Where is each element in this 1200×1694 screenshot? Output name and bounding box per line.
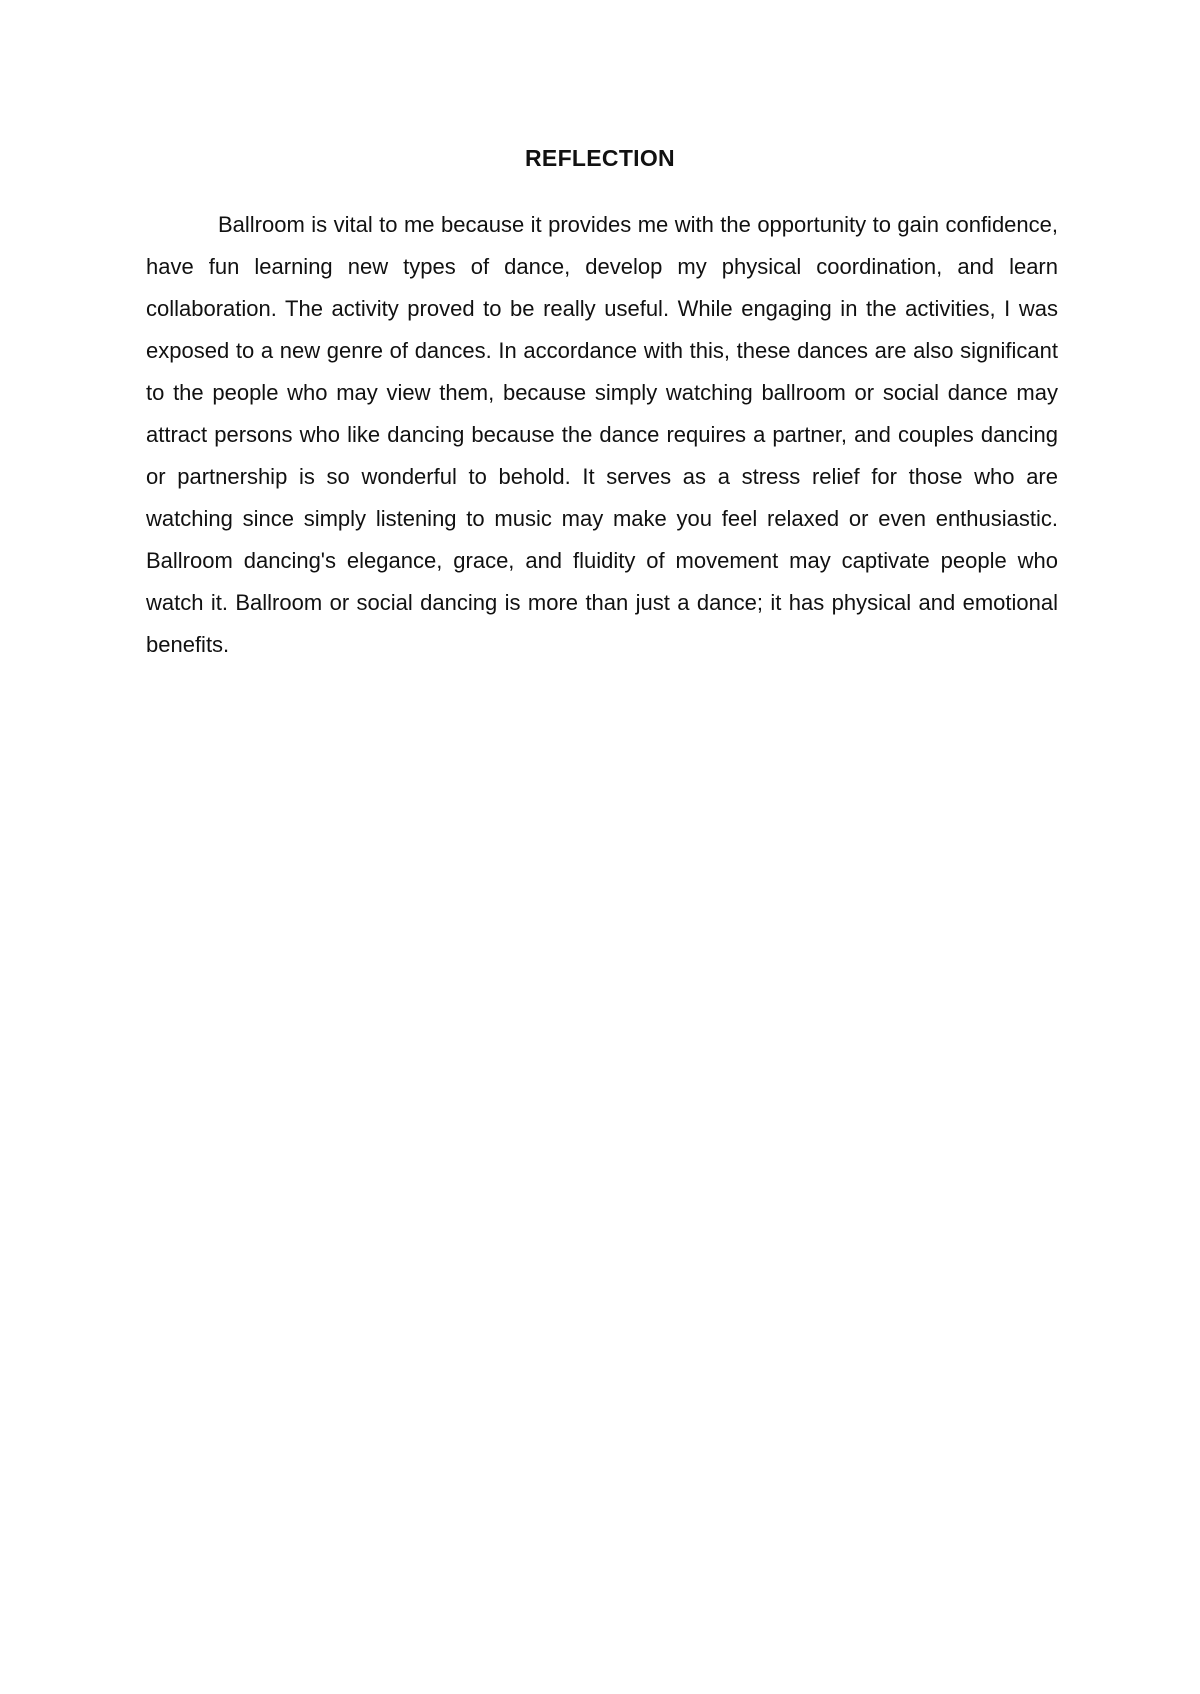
document-title: REFLECTION <box>525 145 675 171</box>
reflection-paragraph: Ballroom is vital to me because it provides me with the opportunity to gain confidence, have fun learning new types of dance, develop my physical coordination, and learn collaboration. The activity proved to be really useful. While engaging in the activities, I was exposed to a new genre of dances. In accordance with this, these dances are also significant to the people who may view them, because simply watching ballroom or social dance may attract persons who like dancing because the dance requires a partner, and couples dancing or partnership is so wonderful to behold. It serves as a stress relief for those who are watching since simply listening to music may make you feel relaxed or even enthusiastic. Ballroom dancing's elegance, grace, and fluidity of movement may captivate people who watch it. Ballroom or social dancing is more than just a dance; it has physical and emotional benefits. <box>146 212 1058 657</box>
